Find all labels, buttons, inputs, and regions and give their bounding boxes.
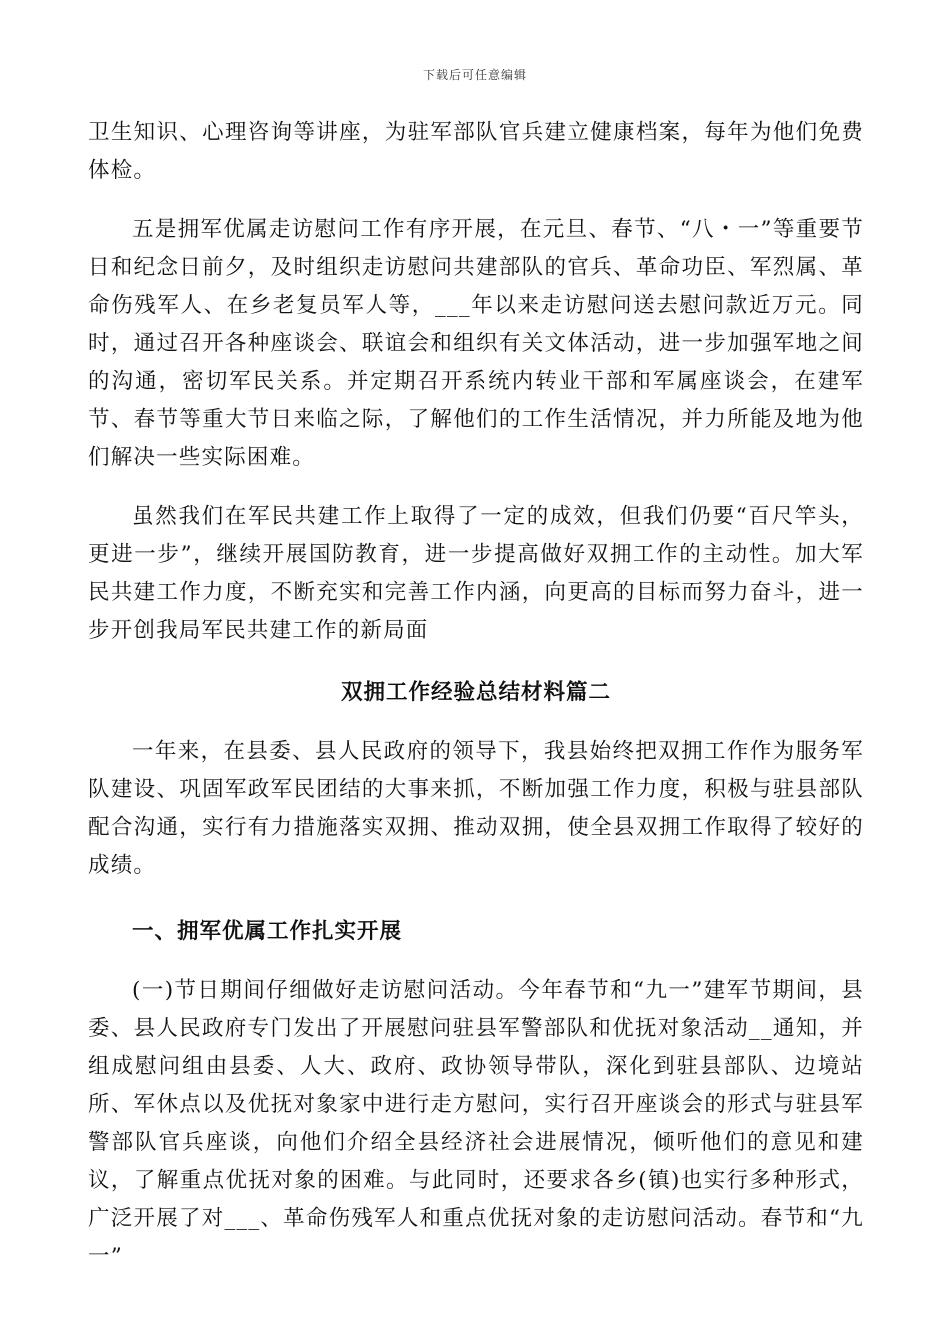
section-title: 双拥工作经验总结材料篇二	[340, 680, 611, 705]
paragraph-holiday-visits: (一)节日期间仔细做好走访慰问活动。今年春节和“九一”建军节期间，县委、县人民政府专门发出了开展慰问驻县军警部队和优抚对象活动__通知，并组成慰问组由县委、人大、政府、政协领导带队，深化到驻县部队、边境站所、军休点以及优抚对象家中进行走方慰问，实行召开座谈会的形式与驻县军警部队官兵座谈，向他们介绍全县经济社会进展情况，倾听他们的意见和建议，了解重点优抚对象的困难。与此同时，还要求各乡(镇)也实行多种形式，广泛开展了对___、革命伤残军人和重点优抚对象的走访慰问活动。春节和“九一”	[88, 978, 864, 1269]
paragraph-visits: 五是拥军优属走访慰问工作有序开展，在元旦、春节、“八・一”等重要节日和纪念日前夕，及时组织走访慰问共建部队的官兵、革命功臣、军烈属、革命伤残军人、在乡老复员军人等，___年以来走访慰问送去慰问款近万元。同时，通过召开各种座谈会、联谊会和组织有关文体活动，进一步加强军地之间的沟通，密切军民关系。并定期召开系统内转业干部和军属座谈会，在建军节、春节等重大节日来临之际，了解他们的工作生活情况，并力所能及地为他们解决一些实际困难。	[88, 217, 864, 470]
paragraph-conclusion: 虽然我们在军民共建工作上取得了一定的成效，但我们仍要“百尺竿头，更进一步”，继续开展国防教育，进一步提高做好双拥工作的主动性。加大军民共建工作力度，不断充实和完善工作内涵，向更高的目标而努力奋斗，进一步开创我局军民共建工作的新局面	[88, 504, 864, 643]
document-body	[88, 114, 864, 1276]
paragraph-intro: 一年来，在县委、县人民政府的领导下，我县始终把双拥工作作为服务军队建设、巩固军政军民团结的大事来抓，不断加强工作力度，积极与驻县部队配合沟通，实行有力措施落实双拥、推动双拥，使全县双拥工作取得了较好的成绩。	[88, 739, 864, 878]
page-header: 下载后可任意编辑	[422, 68, 527, 82]
paragraph-health-checkup: 卫生知识、心理咨询等讲座，为驻军部队官兵建立健康档案，每年为他们免费体检。	[88, 120, 864, 183]
section-heading: 一、拥军优属工作扎实开展	[132, 919, 403, 944]
